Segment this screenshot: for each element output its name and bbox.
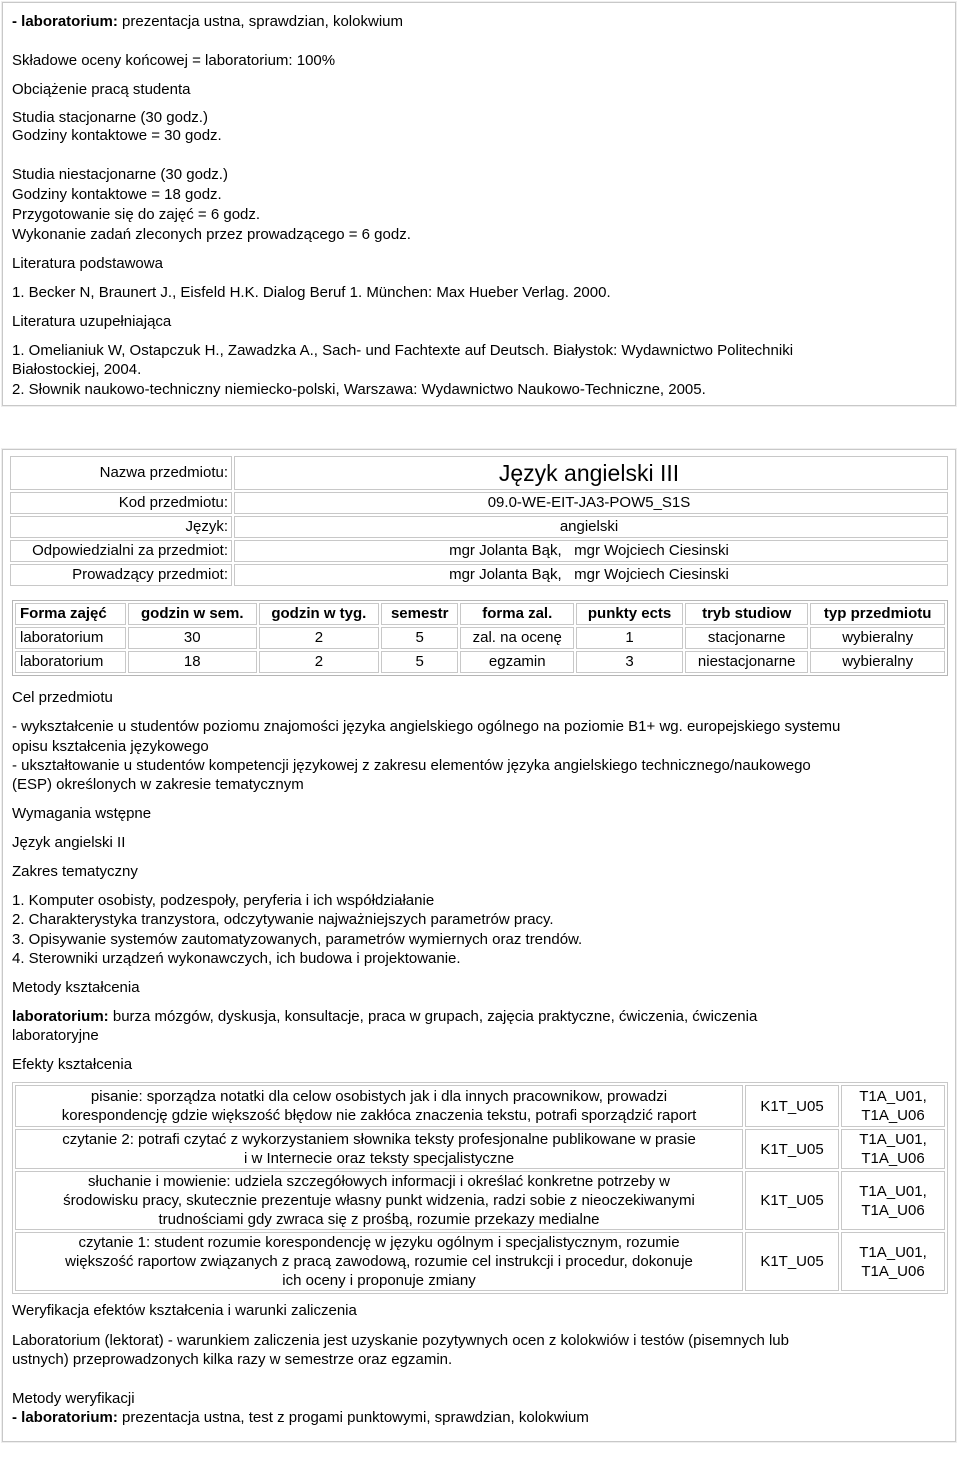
efekt-desc-line: większość raportow związanych z pracą zawodową, rozumie cel instrukcji i procedur, dokonuje [65, 1253, 693, 1270]
efekt-desc-line: ich oceny i proponuje zmiany [282, 1272, 476, 1289]
table-row [15, 1232, 945, 1291]
t-code: T1A_U01, [859, 1088, 927, 1105]
col-header: punkty ects [576, 603, 683, 625]
zakres-line: 4. Sterowniki urządzeń wykonawczych, ich budowa i projektowanie. [12, 950, 461, 967]
efekt-desc-line: i w Internecie oraz teksty specjalistyczne [243, 1150, 515, 1167]
efekt-desc [15, 1129, 743, 1169]
table-cell: 2 [259, 627, 379, 649]
efekty-table [12, 1082, 948, 1294]
efekt-desc-line: pisanie: sporządza notatki dla celow osobistych jak i dla innych pracownikow, prowadzi [90, 1088, 668, 1105]
wymagania-text: Język angielski II [12, 834, 126, 851]
jezyk-label: Język: [185, 518, 228, 535]
table-row [15, 651, 945, 673]
zakres-line: 2. Charakterystyka tranzystora, odczytywanie najważniejszych parametrów pracy. [12, 911, 554, 928]
skladowe-oceny: Składowe oceny końcowej = laboratorium: 100% [12, 52, 336, 69]
table-row [15, 1129, 945, 1169]
efekt-k-code: K1T_U05 [745, 1171, 839, 1230]
t-code: T1A_U01, [859, 1131, 927, 1148]
zakres-line: 1. Komputer osobisty, podzespoły, peryferia i ich współdziałanie [12, 892, 435, 909]
t-code: T1A_U01, [859, 1182, 927, 1200]
col-header: godzin w tyg. [259, 603, 379, 625]
table-cell: zal. na ocenę [460, 627, 574, 649]
table-row [15, 1085, 945, 1127]
col-header: forma zal. [460, 603, 574, 625]
t-code: T1A_U06 [861, 1150, 925, 1167]
table-cell: laboratorium [15, 651, 126, 673]
table-row [15, 627, 945, 649]
label-rest: prezentacja ustna, sprawdzian, kolokwium [117, 13, 403, 30]
niestacjonarne-line: Przygotowanie się do zajęć = 6 godz. [12, 206, 261, 223]
lit-uzup-header: Literatura uzupełniająca [12, 313, 172, 330]
metody-line2: laboratoryjne [12, 1027, 99, 1044]
lit-uzup-item: Białostockiej, 2004. [12, 361, 142, 378]
metody-rest: burza mózgów, dyskusja, konsultacje, praca w grupach, zajęcia praktyczne, ćwiczenia, ćwiczenia [108, 1008, 758, 1025]
metody-bold: laboratorium: [12, 1008, 109, 1025]
metody-weryfikacji-bold: - laboratorium: [12, 1409, 118, 1426]
cel-line: - ukształtowanie u studentów kompetencji językowej z zakresu elementów języka angielskiego technicznego/naukowego [12, 757, 811, 774]
metody-weryfikacji-rest: prezentacja ustna, test z progami punktowymi, sprawdzian, kolokwium [117, 1409, 589, 1426]
lit-uzup-item: 2. Słownik naukowo-techniczny niemiecko-polski, Warszawa: Wydawnictwo Naukowo-Techniczne, 2005. [12, 381, 706, 398]
efekt-t-codes [841, 1129, 945, 1169]
nazwa-label: Nazwa przedmiotu: [99, 464, 228, 481]
cel-line: (ESP) określonych w zakresie tematycznym [12, 776, 304, 793]
table-cell: 1 [576, 627, 683, 649]
stacjonarne-title: Studia stacjonarne (30 godz.) [12, 109, 208, 126]
lit-podst-header: Literatura podstawowa [12, 255, 163, 272]
lit-uzup-item: 1. Omelianiuk W, Ostapczuk H., Zawadzka A., Sach- und Fachtexte auf Deutsch. Białystok: Wydawnictwo Politechniki [12, 342, 794, 359]
col-header: godzin w sem. [128, 603, 257, 625]
weryfikacja-line: ustnych) przeprowadzonych kilka razy w semestrze oraz egzamin. [12, 1351, 453, 1368]
stacjonarne-line: Godziny kontaktowe = 30 godz. [12, 127, 222, 144]
weryfikacja-line: Laboratorium (lektorat) - warunkiem zaliczenia jest uzyskanie pozytywnych ocen z kolokwiów i testów (pisemnych lub [12, 1332, 789, 1349]
efekt-t-codes [841, 1085, 945, 1127]
lit-podst-item: 1. Becker N, Braunert J., Eisfeld H.K. Dialog Beruf 1. München: Max Hueber Verlag. 2000. [12, 284, 611, 301]
niestacjonarne-line: Wykonanie zadań zleconych przez prowadzącego = 6 godz. [12, 226, 411, 243]
kod-label: Kod przedmiotu: [118, 494, 228, 511]
laboratorium-assessment-line [12, 12, 403, 31]
metody-header: Metody kształcenia [12, 979, 140, 996]
subject-language: angielski [559, 518, 619, 535]
forms-table [12, 600, 948, 676]
zakres-line: 3. Opisywanie systemów zautomatyzowanych, parametrów wymiernych oraz trendów. [12, 931, 583, 948]
t-code: T1A_U06 [861, 1107, 925, 1124]
subject-name: Język angielski III [498, 460, 680, 486]
efekt-desc [15, 1232, 743, 1291]
metody-weryfikacji-line [12, 1408, 589, 1427]
obciazenie-header: Obciążenie pracą studenta [12, 81, 191, 98]
table-cell: 3 [576, 651, 683, 673]
efekt-desc [15, 1085, 743, 1127]
efekt-k-code: K1T_U05 [745, 1232, 839, 1291]
col-header: tryb studiow [685, 603, 808, 625]
weryfikacja-header: Weryfikacja efektów kształcenia i warunki zaliczenia [12, 1302, 357, 1319]
efekt-desc-line: czytanie 2: potrafi czytać z wykorzystaniem słownika teksty profesjonalne publikowane w prasie [62, 1131, 696, 1148]
odpowiedzialni-label: Odpowiedzialni za przedmiot: [32, 542, 228, 559]
table-cell: 5 [381, 651, 458, 673]
t-code: T1A_U06 [861, 1201, 925, 1219]
zakres-header: Zakres tematyczny [12, 863, 138, 880]
efekt-desc-line: trudnościami gdy zwraca się z prośbą, rozumie przekazy medialne [158, 1211, 600, 1228]
cel-line: - wykształcenie u studentów poziomu znajomości języka angielskiego ogólnego na poziomie B1+ wg. europejskiego systemu [12, 718, 841, 735]
table-cell: stacjonarne [685, 627, 808, 649]
col-header: typ przedmiotu [810, 603, 945, 625]
responsible-persons: mgr Jolanta Bąk, mgr Wojciech Ciesinski [449, 542, 729, 559]
wymagania-header: Wymagania wstępne [12, 805, 152, 822]
cel-line: opisu kształcenia językowego [12, 738, 209, 755]
efekt-k-code: K1T_U05 [745, 1129, 839, 1169]
subject-code: 09.0-WE-EIT-JA3-POW5_S1S [487, 494, 691, 511]
table-cell: egzamin [460, 651, 574, 673]
t-code: T1A_U06 [861, 1262, 925, 1280]
table-cell: 2 [259, 651, 379, 673]
table-cell: laboratorium [15, 627, 126, 649]
metody-line [12, 1007, 757, 1026]
table-cell: 30 [128, 627, 257, 649]
table-cell: wybieralny [810, 627, 945, 649]
prowadzacy-label: Prowadzący przedmiot: [72, 566, 228, 583]
table-row [15, 1171, 945, 1230]
efekt-t-codes [841, 1232, 945, 1291]
efekt-desc-line: słuchanie i mowienie: udziela szczegółowych informacji i określać konkretne potrzeby w [88, 1173, 670, 1190]
niestacjonarne-line: Godziny kontaktowe = 18 godz. [12, 186, 222, 203]
efekt-t-codes [841, 1171, 945, 1230]
t-code: T1A_U01, [859, 1243, 927, 1261]
efekt-desc-line: korespondencję gdzie większość błędow nie zakłóca znaczenia tekstu, potrafi sporządzić raport [61, 1107, 697, 1124]
efekt-desc-line: środowisku pracy, skutecznie prezentuje własny punkt widzenia, radzi sobie z nieoczekiwanymi [63, 1192, 695, 1209]
lecturers: mgr Jolanta Bąk, mgr Wojciech Ciesinski [449, 566, 729, 583]
metody-weryfikacji-header: Metody weryfikacji [12, 1390, 135, 1407]
niestacjonarne-title: Studia niestacjonarne (30 godz.) [12, 166, 228, 183]
cel-header: Cel przedmiotu [12, 689, 113, 706]
table-cell: 18 [128, 651, 257, 673]
table-header-row [15, 603, 945, 625]
efekt-desc [15, 1171, 743, 1230]
label-bold: - laboratorium: [12, 13, 118, 30]
table-cell: wybieralny [810, 651, 945, 673]
col-header: Forma zajęć [15, 603, 126, 625]
efekt-desc-line: czytanie 1: student rozumie korespondencję w języku ogólnym i specjalistycznym, rozumie [78, 1234, 680, 1251]
efekty-header: Efekty kształcenia [12, 1056, 133, 1073]
table-cell: niestacjonarne [685, 651, 808, 673]
table-cell: 5 [381, 627, 458, 649]
col-header: semestr [381, 603, 458, 625]
efekt-k-code: K1T_U05 [745, 1085, 839, 1127]
